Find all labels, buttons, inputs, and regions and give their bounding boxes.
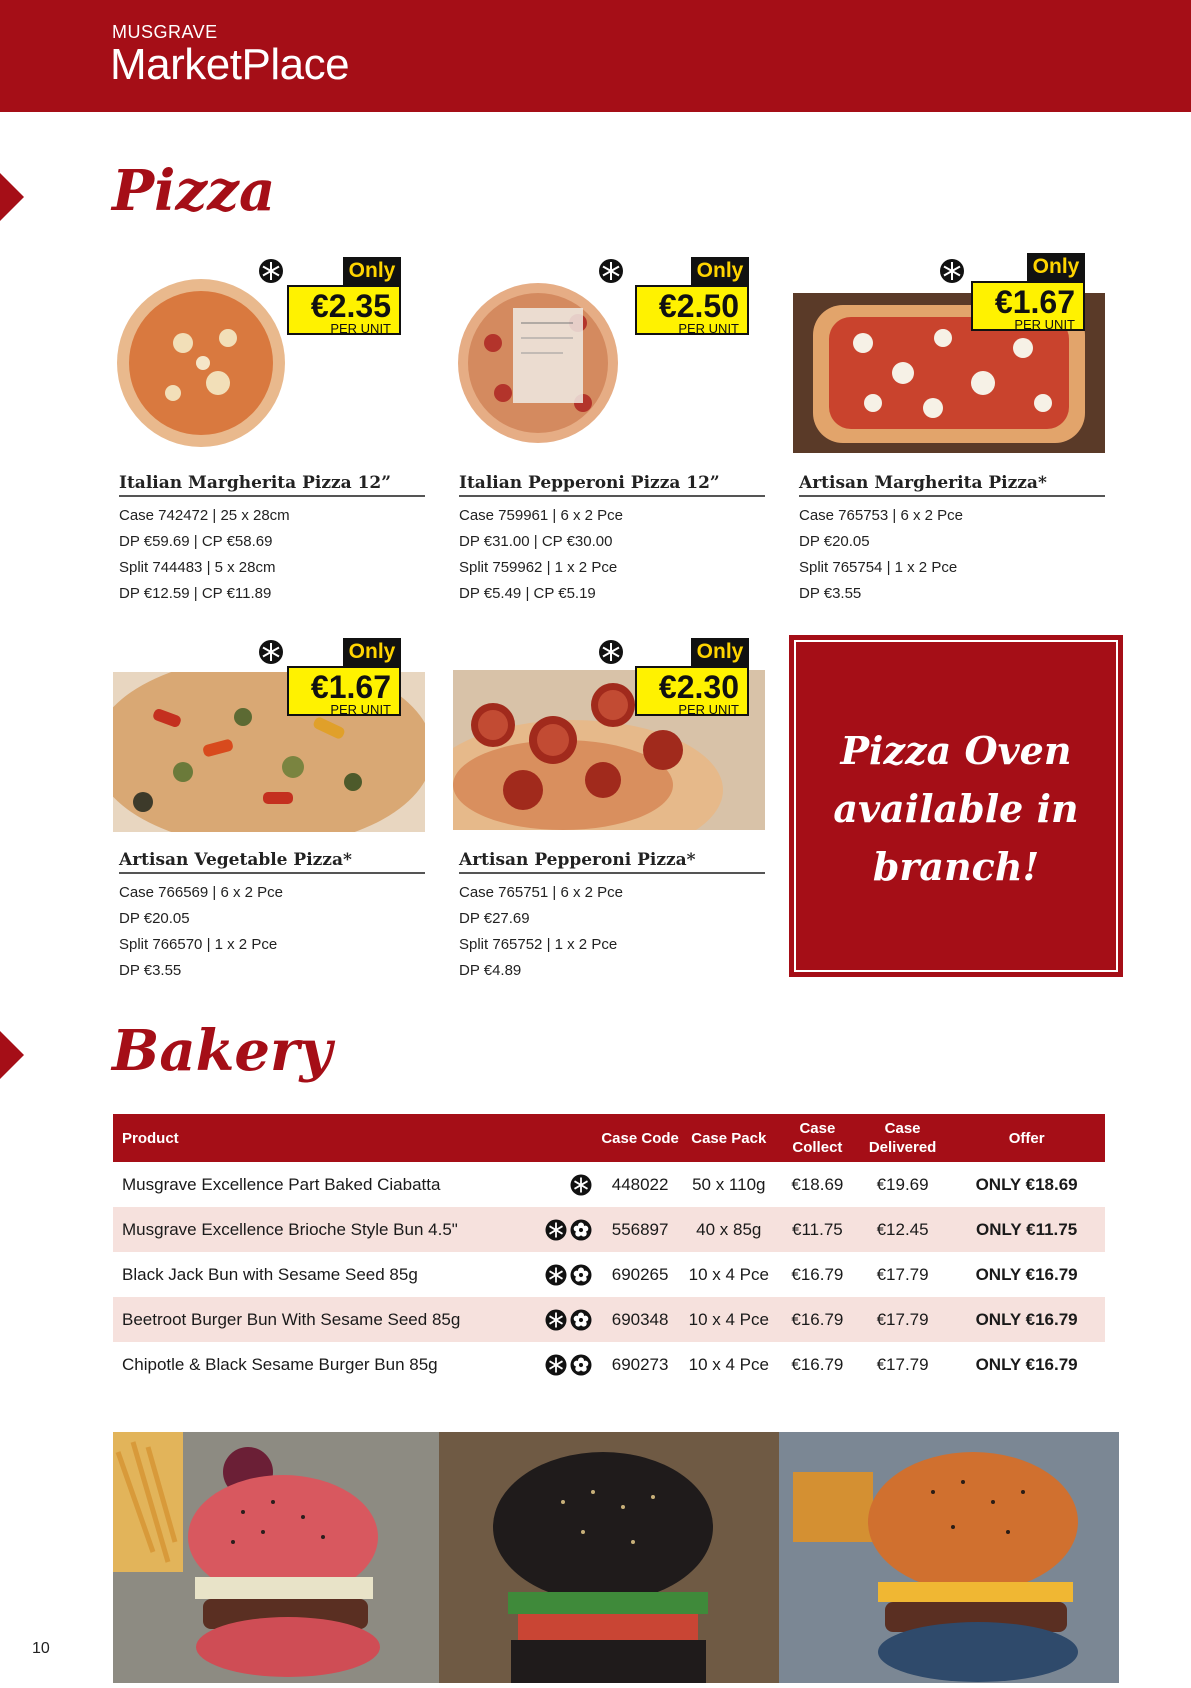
cell-case-collect: €16.79 <box>791 1264 844 1284</box>
snowflake-icon <box>545 1309 567 1331</box>
cell-icons <box>542 1297 600 1342</box>
cell-case-pack: 50 x 110g <box>692 1174 766 1194</box>
divider <box>119 872 425 874</box>
cell-icons <box>542 1342 600 1387</box>
header-bar <box>0 0 1191 112</box>
product-detail-line: Case 766569 | 6 x 2 Pce <box>119 884 284 901</box>
col-header-case-collect: Case Collect <box>778 1114 857 1162</box>
table-row[interactable] <box>113 1342 1105 1387</box>
brand-top: MUSGRAVE <box>112 22 218 42</box>
snowflake-icon <box>598 258 624 284</box>
price: €2.35 <box>310 288 391 324</box>
price-box <box>635 666 749 716</box>
product-detail-line: Case 742472 | 25 x 28cm <box>119 507 290 524</box>
pizza-oven-promo <box>794 640 1118 972</box>
product-detail-line: DP €5.49 | CP €5.19 <box>459 585 596 602</box>
brand-logo: MarketPlace <box>110 40 350 89</box>
promo-text <box>796 722 1116 896</box>
cell-case-code: 448022 <box>611 1174 669 1194</box>
per-unit-label: PER UNIT <box>330 702 391 717</box>
product-detail-line: DP €20.05 <box>119 910 190 927</box>
price-box <box>287 285 401 335</box>
only-label: Only <box>343 257 401 285</box>
flower-icon <box>570 1219 592 1241</box>
cell-offer: ONLY €11.75 <box>948 1207 1105 1252</box>
cell-offer: ONLY €16.79 <box>975 1264 1078 1284</box>
cell-case-pack: 10 x 4 Pce <box>688 1354 769 1374</box>
table-row[interactable] <box>113 1162 1105 1207</box>
price: €1.67 <box>310 669 391 705</box>
snowflake-icon <box>258 639 284 665</box>
product-detail-line: Split 744483 | 5 x 28cm <box>119 559 276 576</box>
price: €2.50 <box>658 288 739 324</box>
cell-offer: ONLY €16.79 <box>975 1354 1078 1374</box>
snowflake-icon <box>258 258 284 284</box>
divider <box>119 495 425 497</box>
snowflake-icon <box>570 1174 592 1196</box>
table-header-row <box>113 1114 1105 1162</box>
section-marker-icon <box>0 1031 24 1079</box>
cell-case-delivered: €12.45 <box>857 1207 948 1252</box>
price-box <box>635 285 749 335</box>
snowflake-icon <box>545 1354 567 1376</box>
promo-line: available in <box>833 786 1079 831</box>
product-detail-line: Split 759962 | 1 x 2 Pce <box>459 559 618 576</box>
product-detail-line: DP €4.89 <box>459 962 522 979</box>
cell-product: Musgrave Excellence Part Baked Ciabatta <box>122 1174 441 1194</box>
product-name: Artisan Pepperoni Pizza* <box>459 850 696 870</box>
cell-icons <box>542 1162 600 1207</box>
page-number: 10 <box>32 1640 50 1657</box>
product-detail-line: DP €3.55 <box>799 585 862 602</box>
divider <box>459 872 765 874</box>
only-label: Only <box>343 638 401 666</box>
product-detail-line: Case 765751 | 6 x 2 Pce <box>459 884 624 901</box>
cell-case-delivered: €17.79 <box>876 1264 929 1284</box>
col-header-case-delivered: Case Delivered <box>857 1114 948 1162</box>
snowflake-icon <box>598 639 624 665</box>
cell-product: Black Jack Bun with Sesame Seed 85g <box>122 1264 418 1284</box>
price-badge <box>631 638 749 718</box>
promo-line: Pizza Oven <box>840 728 1072 773</box>
price-badge <box>283 638 401 718</box>
section-title-bakery: Bakery <box>112 1018 333 1084</box>
per-unit-label: PER UNIT <box>1014 317 1075 332</box>
col-header-icons <box>542 1114 600 1162</box>
cell-offer: ONLY €18.69 <box>975 1174 1078 1194</box>
product-detail-line: DP €31.00 | CP €30.00 <box>459 533 613 550</box>
price-badge <box>631 257 749 337</box>
price: €1.67 <box>994 284 1075 320</box>
product-detail-line: Split 765754 | 1 x 2 Pce <box>799 559 958 576</box>
cell-case-code: 690273 <box>611 1354 669 1374</box>
only-label: Only <box>691 638 749 666</box>
per-unit-label: PER UNIT <box>678 321 739 336</box>
cell-case-collect: €11.75 <box>778 1207 857 1252</box>
cell-icons <box>542 1252 600 1297</box>
cell-product: Beetroot Burger Bun With Sesame Seed 85g <box>113 1297 542 1342</box>
cell-case-collect: €16.79 <box>791 1354 844 1374</box>
cell-case-collect: €16.79 <box>778 1297 857 1342</box>
cell-case-pack: 40 x 85g <box>680 1207 778 1252</box>
flower-icon <box>570 1354 592 1376</box>
flower-icon <box>570 1264 592 1286</box>
cell-case-delivered: €17.79 <box>857 1297 948 1342</box>
table-row[interactable] <box>113 1207 1105 1252</box>
product-detail-line: Case 765753 | 6 x 2 Pce <box>799 507 964 524</box>
promo-line: branch! <box>872 844 1040 889</box>
price-badge <box>283 257 401 337</box>
cell-case-code: 690348 <box>600 1297 679 1342</box>
cell-product: Musgrave Excellence Brioche Style Bun 4.5" <box>113 1207 542 1252</box>
product-detail-line: DP €12.59 | CP €11.89 <box>119 585 272 602</box>
bakery-table <box>113 1114 1105 1387</box>
cell-icons <box>542 1207 600 1252</box>
price: €2.30 <box>658 669 739 705</box>
section-title-pizza: Pizza <box>112 158 276 224</box>
cell-case-delivered: €17.79 <box>876 1354 929 1374</box>
product-detail-line: Split 766570 | 1 x 2 Pce <box>119 936 278 953</box>
product-detail-line: Case 759961 | 6 x 2 Pce <box>459 507 624 524</box>
col-header-offer: Offer <box>948 1114 1105 1162</box>
snowflake-icon <box>545 1264 567 1286</box>
per-unit-label: PER UNIT <box>678 702 739 717</box>
per-unit-label: PER UNIT <box>330 321 391 336</box>
burger-photo-strip <box>113 1432 1119 1683</box>
product-detail-line: DP €20.05 <box>799 533 870 550</box>
cell-case-code: 690265 <box>611 1264 669 1284</box>
product-detail-line: Split 765752 | 1 x 2 Pce <box>459 936 618 953</box>
cell-case-code: 556897 <box>600 1207 679 1252</box>
product-name: Artisan Vegetable Pizza* <box>119 850 352 870</box>
col-header-product: Product <box>113 1114 542 1162</box>
cell-case-delivered: €19.69 <box>876 1174 929 1194</box>
cell-case-pack: 10 x 4 Pce <box>680 1297 778 1342</box>
product-detail-line: DP €27.69 <box>459 910 530 927</box>
col-header-case-code: Case Code <box>600 1114 679 1162</box>
snowflake-icon <box>939 258 965 284</box>
only-label: Only <box>691 257 749 285</box>
only-label: Only <box>1027 253 1085 281</box>
flower-icon <box>570 1309 592 1331</box>
table-row[interactable] <box>113 1297 1105 1342</box>
snowflake-icon <box>545 1219 567 1241</box>
product-detail-line: DP €3.55 <box>119 962 182 979</box>
product-name: Artisan Margherita Pizza* <box>799 473 1047 493</box>
product-detail-line: DP €59.69 | CP €58.69 <box>119 533 273 550</box>
cell-product: Chipotle & Black Sesame Burger Bun 85g <box>122 1354 438 1374</box>
divider <box>459 495 765 497</box>
col-header-case-pack: Case Pack <box>680 1114 778 1162</box>
section-marker-icon <box>0 173 24 221</box>
cell-case-pack: 10 x 4 Pce <box>688 1264 769 1284</box>
price-box <box>971 281 1085 331</box>
price-badge <box>967 253 1085 333</box>
table-row[interactable] <box>113 1252 1105 1297</box>
product-name: Italian Margherita Pizza 12” <box>119 473 391 493</box>
cell-offer: ONLY €16.79 <box>948 1297 1105 1342</box>
cell-case-collect: €18.69 <box>791 1174 844 1194</box>
divider <box>799 495 1105 497</box>
product-name: Italian Pepperoni Pizza 12” <box>459 473 720 493</box>
price-box <box>287 666 401 716</box>
